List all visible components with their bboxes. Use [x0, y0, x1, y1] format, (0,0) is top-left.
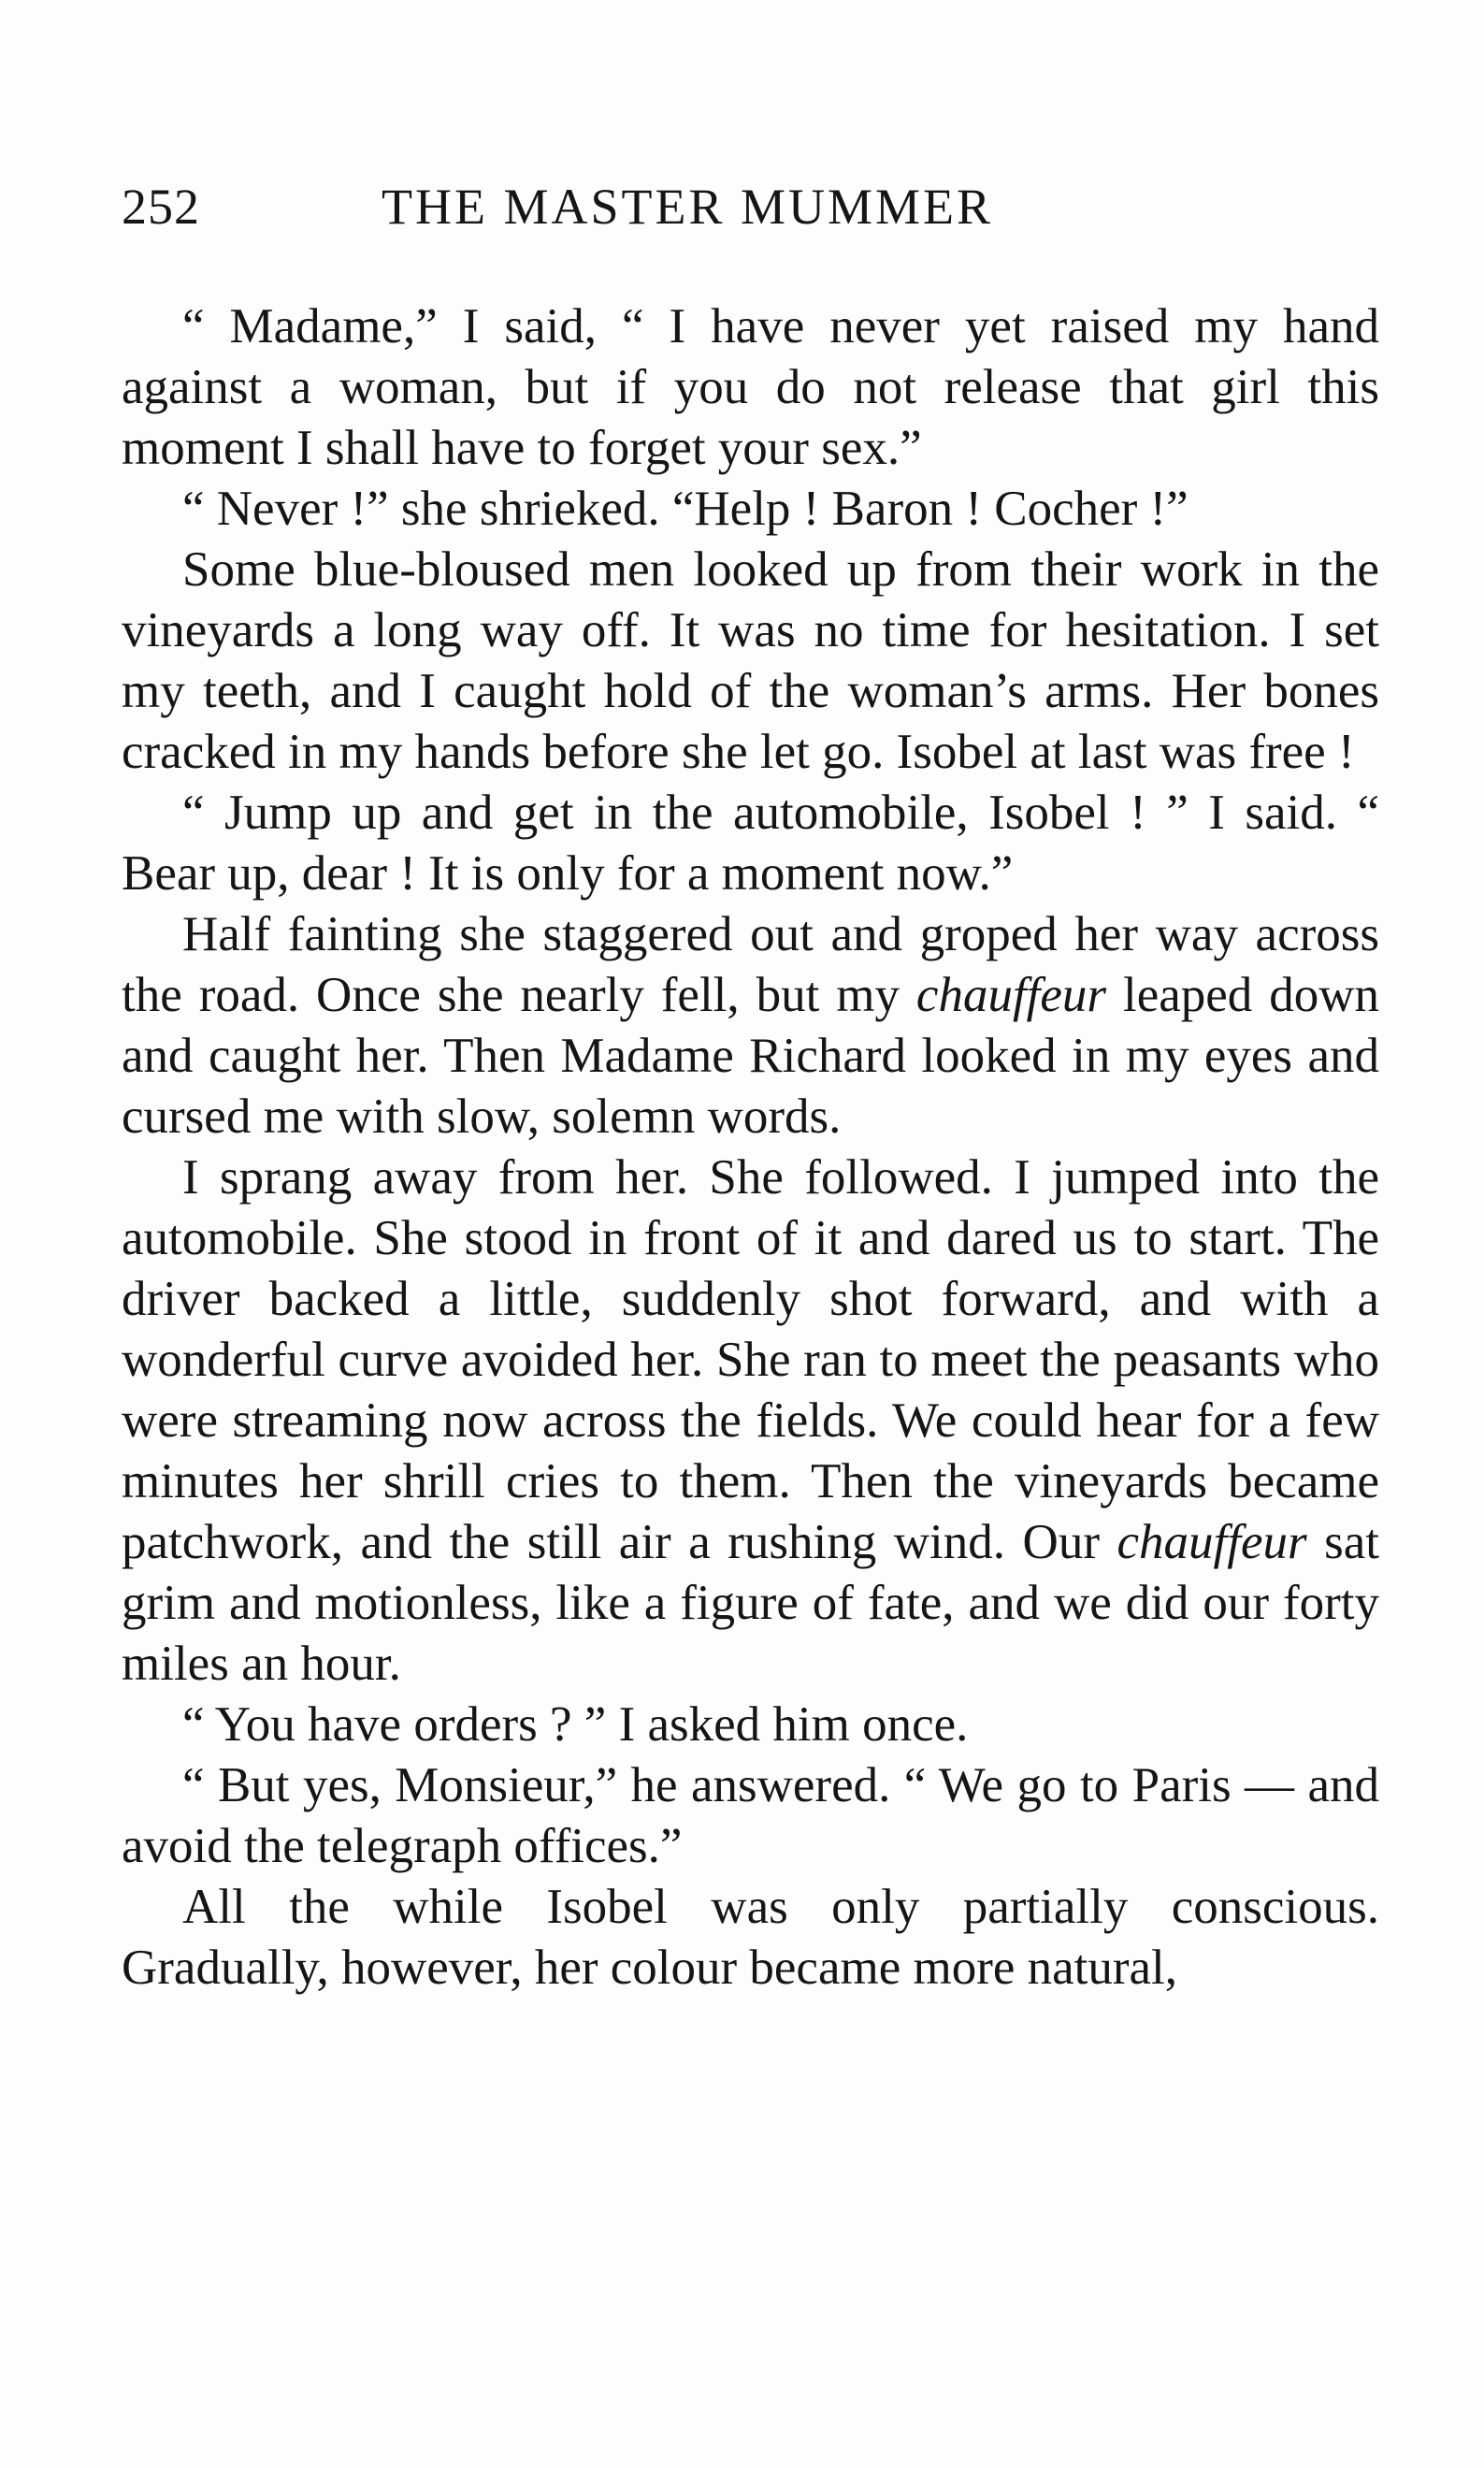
paragraph: “ Jump up and get in the automobile, Isobel ! ” I said. “ Bear up, dear ! It is only for a moment now.” — [122, 786, 1379, 901]
paragraph — [122, 904, 1379, 1147]
paragraph — [122, 1147, 1379, 1695]
italic-word: chauffeur — [915, 968, 1107, 1022]
page-header — [122, 178, 1384, 253]
paragraph: “ Madame,” I said, “ I have never yet raised my hand against a woman, but if you do not release that girl this moment I shall have to forget your sex.” — [122, 299, 1379, 475]
paragraph: All the while Isobel was only partially conscious. Gradually, however, her colour became more natural, — [122, 1880, 1379, 1995]
body-text — [122, 296, 1379, 1999]
text-run: leaped down and caught her. Then Madame Richard looked in my eyes and cursed me with slow, solemn words. — [122, 968, 1379, 1144]
text-run: I sprang away from her. She followed. I jumped into the automobile. She stood in front of it and dared us to start. The driver backed a little, suddenly shot forward, and with a wonderful curve avoided her. She ran to meet the peasants who were streaming now across the fields. We could hear for a few minutes her shrill cries to them. Then the vineyards became patchwork, and the still air a rushing wind. Our — [122, 1150, 1379, 1569]
paragraph: “ But yes, Monsieur,” he answered. “ We go to Paris — and avoid the telegraph offices.” — [122, 1758, 1379, 1873]
paragraph: “ You have orders ? ” I asked him once. — [182, 1697, 969, 1752]
text-run: sat grim and motionless, like a figure of fate, and we did our forty miles an hour. — [122, 1515, 1379, 1691]
italic-word: chauffeur — [1117, 1515, 1307, 1569]
text-run: Half fainting she staggered out and groped her way across the road. Once she nearly fell, but my — [122, 907, 1379, 1022]
running-title: THE MASTER MUMMER — [382, 179, 994, 235]
page-number: 252 — [122, 179, 200, 235]
paragraph: “ Never !” she shrieked. “Help ! Baron ! Cocher !” — [182, 482, 1189, 536]
paragraph: Some blue-bloused men looked up from their work in the vineyards a long way off. It was no time for hesitation. I set my teeth, and I caught hold of the woman’s arms. Her bones cracked in my hands before she let go. Isobel at last was free ! — [122, 542, 1379, 779]
